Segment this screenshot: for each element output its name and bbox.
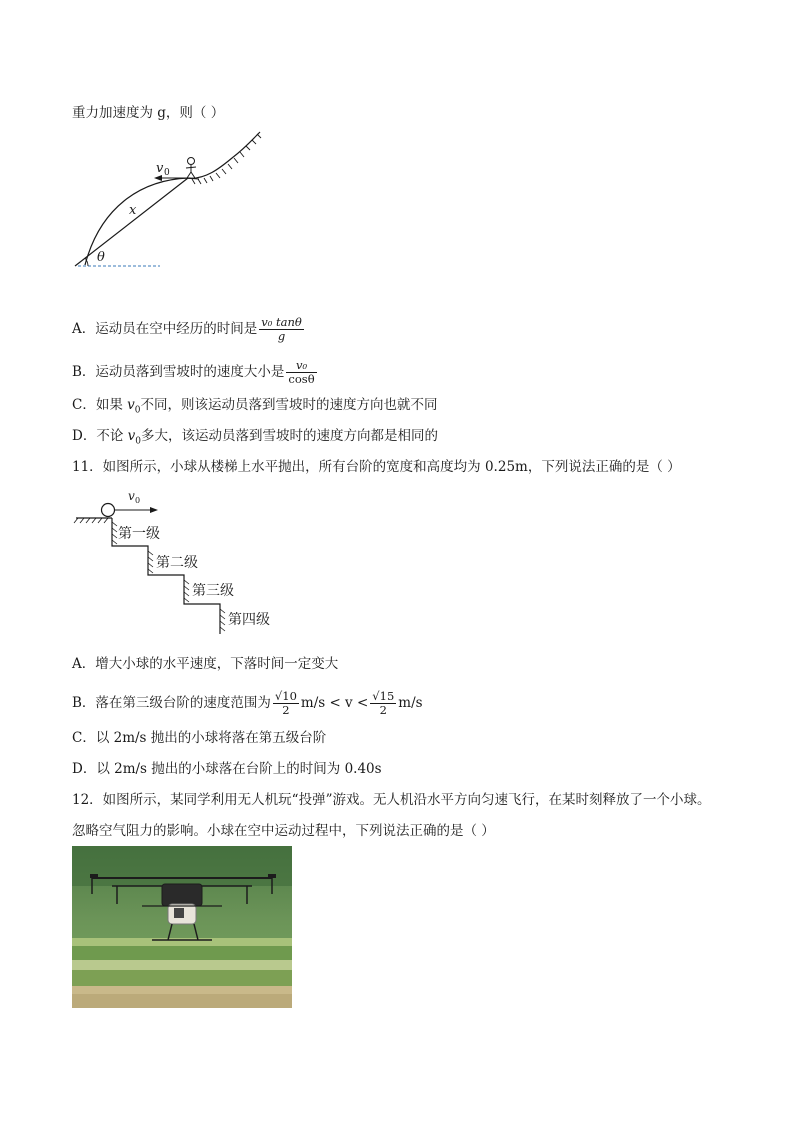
staircase-figure — [72, 486, 302, 642]
displacement-line — [75, 178, 188, 266]
q10-a-fraction: $\frac{\text{v₀ tanθ}}{g}$ — [261, 315, 302, 343]
x-label: x — [129, 203, 137, 218]
q11-option-a[interactable]: A．增大小球的水平速度，下落时间一定变大 — [72, 656, 339, 672]
svg-text:v: v — [128, 489, 135, 503]
svg-text:0: 0 — [135, 496, 141, 505]
q12-stem-line-2: 忽略空气阻力的影响。小球在空中运动过程中，下列说法正确的是（ ） — [72, 823, 495, 839]
intro-text: 重力加速度为 g，则（ ） — [72, 105, 225, 121]
q10-option-c[interactable]: C．如果 $v_0$不同，则该运动员落到雪坡时的速度方向也就不同 — [72, 397, 438, 416]
q10-b-fraction: $\frac{\text{v₀}}{\cos\theta}$ — [288, 358, 315, 386]
q10-option-d[interactable]: D．不论 $v_0$多大，该运动员落到雪坡时的速度方向都是相同的 — [72, 428, 438, 447]
v0-label: v — [156, 161, 164, 176]
step-1-label: 第一级 — [118, 526, 160, 542]
q11-option-c[interactable]: C．以 2m/s 抛出的小球将落在第五级台阶 — [72, 730, 327, 746]
ski-slope-figure — [70, 128, 270, 273]
q11-option-b[interactable]: B．落在第三级台阶的速度范围为 $\frac{√10}{2}$ m/s < v < $\frac{√15}{2}$ m/s — [72, 689, 423, 717]
theta-label: θ — [97, 250, 105, 265]
skier-icon — [183, 158, 199, 180]
v0-label-sub: 0 — [164, 168, 170, 178]
step-3-label: 第三级 — [192, 583, 234, 599]
q11-stem: 11．如图所示，小球从楼梯上水平抛出，所有台阶的宽度和高度均为 0.25m，下列说法正确的是（ ） — [72, 459, 681, 475]
q12-stem-line-1: 12．如图所示，某同学利用无人机玩“投弹”游戏。无人机沿水平方向匀速飞行，在某时刻释放了一个小球。 — [72, 792, 711, 808]
step-4-label: 第四级 — [228, 612, 270, 628]
q10-option-b[interactable]: B．运动员落到雪坡时的速度大小是 $\frac{\text{v₀}}{\cos\theta}$ — [72, 358, 315, 386]
q11-option-d[interactable]: D．以 2m/s 抛出的小球落在台阶上的时间为 0.40s — [72, 761, 382, 777]
ball-icon — [102, 504, 115, 517]
drone-photo — [72, 846, 292, 1008]
q10-option-a[interactable]: A．运动员在空中经历的时间是 $\frac{\text{v₀ tanθ}}{g}$ — [72, 315, 302, 343]
step-2-label: 第二级 — [156, 555, 198, 571]
